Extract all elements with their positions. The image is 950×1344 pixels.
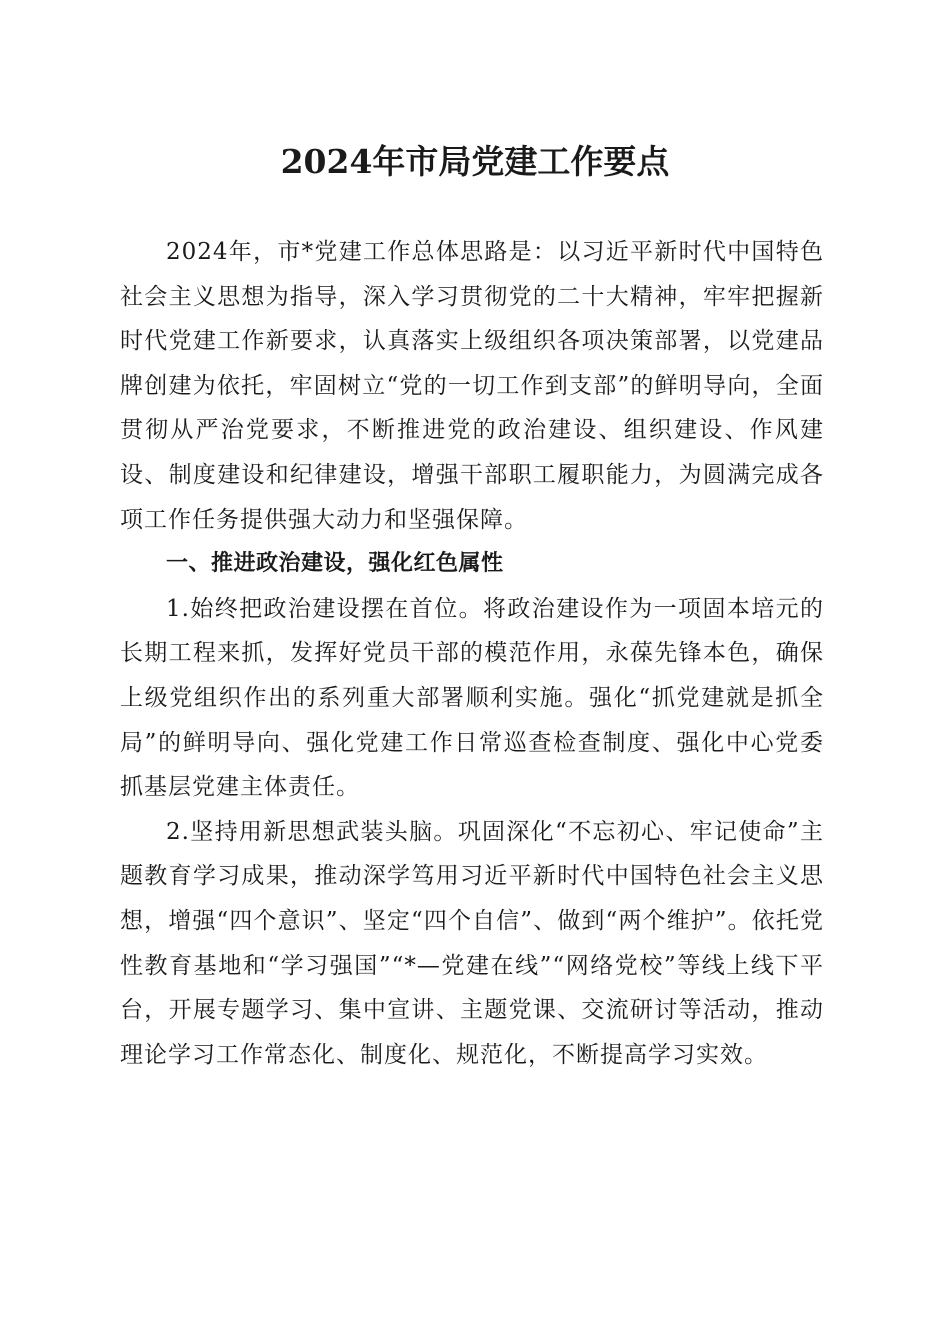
section-1-item-2: 2.坚持用新思想武装头脑。巩固深化“不忘初心、牢记使命”主题教育学习成果，推动深学笃用习近平新时代中国特色社会主义思想，增强“四个意识”、坚定“四个自信”、做到“两个维护”。依托党性教育基地和“学习强国”“*—党建在线”“网络党校”等线上线下平台，开展专题学习、集中宣讲、主题党课、交流研讨等活动，推动理论学习工作常态化、制度化、规范化，不断提高学习实效。 xyxy=(120,818,824,1068)
intro-paragraph: 2024年，市*党建工作总体思路是：以习近平新时代中国特色社会主义思想为指导，深入学习贯彻党的二十大精神，牢牢把握新时代党建工作新要求，认真落实上级组织各项决策部署，以党建品牌创建为依托，牢固树立“党的一切工作到支部”的鲜明导向，全面贯彻从严治党要求，不断推进党的政治建设、组织建设、作风建设、制度建设和纪律建设，增强干部职工履职能力，为圆满完成各项工作任务提供强大动力和坚强保障。 xyxy=(120,239,824,533)
document-body xyxy=(120,230,824,1077)
document-title: 2024年市局党建工作要点 xyxy=(280,142,670,181)
section-1-item-1: 1.始终把政治建设摆在首位。将政治建设作为一项固本培元的长期工程来抓，发挥好党员干部的模范作用，永葆先锋本色，确保上级党组织作出的系列重大部署顺利实施。强化“抓党建就是抓全局”的鲜明导向、强化党建工作日常巡查检查制度、强化中心党委抓基层党建主体责任。 xyxy=(120,595,824,801)
section-1-heading: 一、推进政治建设，强化红色属性 xyxy=(166,551,504,577)
